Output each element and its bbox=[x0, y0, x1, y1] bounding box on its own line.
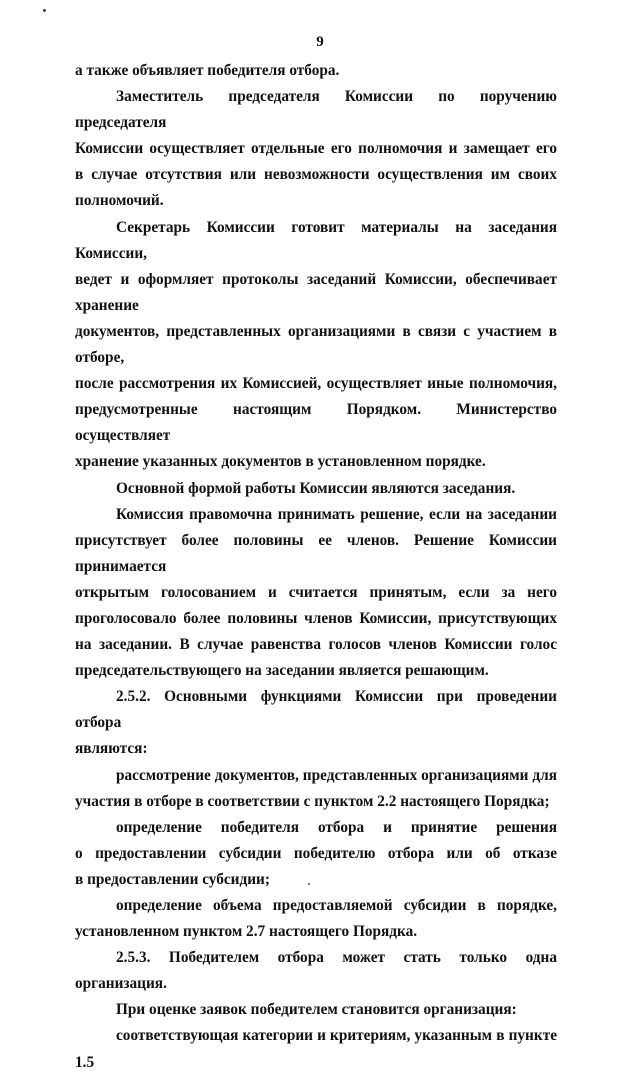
text-line: а также объявляет победителя отбора. bbox=[75, 62, 340, 79]
text-line: открытым голосованием и считается принятым, если за него bbox=[75, 583, 557, 601]
text-line: При оценке заявок победителем становится организация: bbox=[116, 1001, 517, 1019]
document-body bbox=[75, 58, 557, 1076]
text-line: установленном пунктом 2.7 настоящего Порядка. bbox=[75, 923, 418, 941]
text-line: Комиссии осуществляет отдельные его полномочия и замещает его bbox=[75, 140, 557, 158]
text-line: полномочий. bbox=[75, 192, 164, 210]
text-line: определение победителя отбора и принятие решения bbox=[116, 818, 557, 836]
text-line: в случае отсутствия или невозможности осуществления им своих bbox=[75, 166, 557, 184]
text-line: Основной формой работы Комиссии являются заседания. bbox=[116, 479, 516, 497]
text-line: предусмотренные настоящим Порядком. Министерство осуществляет bbox=[75, 401, 557, 445]
text-line: 2.5.2. Основными функциями Комиссии при проведении отбора bbox=[75, 688, 557, 732]
text-line: являются: bbox=[75, 740, 148, 758]
page-number: 9 bbox=[316, 34, 324, 50]
text-line: соответствующая категории и критериям, указанным в пункте 1.5 bbox=[75, 1027, 557, 1071]
text-line: на заседании. В случае равенства голосов членов Комиссии голос bbox=[75, 636, 557, 654]
text-line: о предоставлении субсидии победителю отбора или об отказе bbox=[75, 844, 557, 862]
scan-speck bbox=[43, 9, 46, 12]
text-line: присутствует более половины ее членов. Решение Комиссии принимается bbox=[75, 531, 557, 575]
text-line: председательствующего на заседании является решающим. bbox=[75, 662, 489, 680]
text-line: определение объема предоставляемой субсидии в порядке, bbox=[116, 897, 557, 914]
text-line: Заместитель председателя Комиссии по поручению председателя bbox=[75, 88, 557, 132]
text-line: в предоставлении субсидии; bbox=[75, 870, 270, 888]
text-line: 2.5.3. Победителем отбора может стать только одна организация. bbox=[75, 949, 557, 993]
text-line: после рассмотрения их Комиссией, осуществляет иные полномочия, bbox=[75, 375, 557, 393]
text-line: документов, представленных организациями в связи с участием в отборе, bbox=[75, 322, 557, 367]
text-line: ведет и оформляет протоколы заседаний Комиссии, обеспечивает хранение bbox=[75, 270, 557, 314]
text-line: хранение указанных документов в установленном порядке. bbox=[75, 453, 486, 471]
text-line: Комиссия правомочна принимать решение, если на заседании bbox=[116, 505, 557, 523]
scan-speck bbox=[308, 883, 310, 885]
text-line: Секретарь Комиссии готовит материалы на заседания Комиссии, bbox=[75, 218, 557, 262]
text-line: участия в отборе в соответствии с пунктом 2.2 настоящего Порядка; bbox=[75, 792, 550, 810]
text-line: проголосовало более половины членов Комиссии, присутствующих bbox=[75, 609, 557, 627]
text-line: рассмотрение документов, представленных организациями для bbox=[116, 766, 557, 784]
